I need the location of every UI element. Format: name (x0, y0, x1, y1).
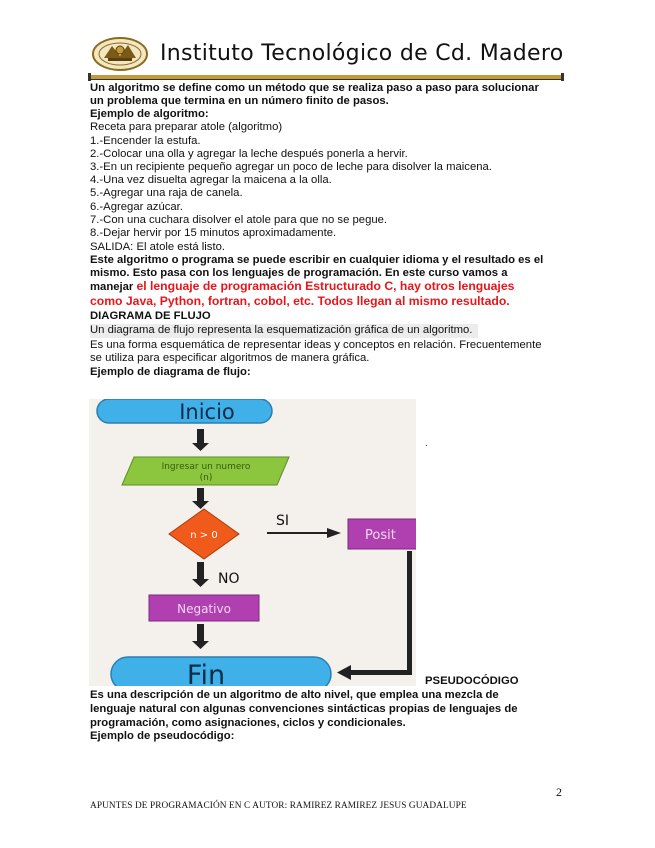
yes-label: SI (276, 513, 290, 529)
step-7: 7.-Con una cuchara disolver el atole para que no se pegue. (90, 214, 388, 226)
step-4: 4.-Una vez disuelta agregar la maicena a la olla. (90, 174, 332, 186)
flow-heading: DIAGRAMA DE FLUJO (90, 310, 211, 322)
recipe-subtitle: Receta para preparar atole (algoritmo) (90, 121, 283, 133)
return-line-horizontal (351, 670, 412, 675)
institute-logo (92, 36, 148, 72)
intro-line-1: Un algoritmo se define como un método que se realiza paso a paso para solucionar (90, 82, 539, 94)
step-1: 1.-Encender la estufa. (90, 134, 201, 147)
institution-title: Instituto Tecnológico de Cd. Madero (160, 41, 564, 66)
page-header (90, 36, 568, 78)
arrow-no-shaft (197, 562, 204, 579)
flow-line-1: Un diagrama de flujo representa la esquematización gráfica de un algoritmo. (90, 324, 478, 338)
return-arrow-head (337, 665, 351, 680)
recipe-output: SALIDA: El atole está listo. (90, 240, 226, 253)
positive-label: Posit (365, 528, 396, 543)
pseudocode-example-heading: Ejemplo de pseudocódigo: (90, 730, 235, 742)
header-rule-thin (90, 79, 562, 80)
arrow-fin-head (192, 641, 209, 649)
arrow-1-shaft (197, 429, 204, 443)
example-algorithm-heading: Ejemplo de algoritmo: (90, 108, 209, 120)
flow-line-2: Es una forma esquemática de representar ideas y conceptos en relación. Frecuentemente (90, 339, 542, 351)
arrow-fin-shaft (197, 624, 204, 641)
languages-line-4: como Java, Python, fortran, cobol, etc. Todos llegan al mismo resultado. (90, 294, 510, 308)
step-6: 6.-Agregar azúcar. (90, 200, 183, 213)
yes-arrow-head (327, 528, 341, 538)
page-footer: APUNTES DE PROGRAMACIÓN EN C AUTOR: RAMIREZ RAMIREZ JESUS GUADALUPE (90, 801, 467, 811)
input-var-label: (n) (199, 473, 213, 483)
pseudocode-line-3: programación, como asignaciones, ciclos y condicionales. (90, 717, 406, 729)
flow-example-heading: Ejemplo de diagrama de flujo: (90, 366, 251, 378)
languages-line-1: Este algoritmo o programa se puede escribir en cualquier idioma y el resultado es el (90, 254, 544, 266)
arrow-no-head (192, 579, 209, 587)
arrow-2-shaft (197, 488, 204, 501)
pseudocode-line-1: Es una descripción de un algoritmo de alto nivel, que emplea una mezcla de (90, 689, 499, 701)
arrow-1-head (192, 443, 209, 451)
header-rule-cap-left (88, 73, 91, 81)
step-5: 5.-Agregar una raja de canela. (90, 187, 243, 199)
page-number: 2 (556, 785, 562, 799)
languages-line-2: mismo. Esto pasa con los lenguajes de programación. En este curso vamos a (90, 267, 508, 279)
start-label: Inicio (179, 400, 235, 424)
decision-label: n > 0 (190, 530, 218, 541)
step-8: 8.-Dejar hervir por 15 minutos aproximadamente. (90, 227, 337, 239)
negative-label: Negativo (177, 602, 231, 616)
languages-line-3 (90, 280, 514, 295)
pseudocode-heading: PSEUDOCÓDIGO (425, 675, 519, 687)
languages-line-3-red: el lenguaje de programación Estructurado C, hay otros lenguajes (136, 279, 515, 293)
return-line-vertical (407, 551, 412, 675)
flow-line-3: se utiliza para especificar algoritmos de manera gráfica. (90, 352, 370, 364)
pseudocode-line-2: lenguaje natural con algunas convenciones sintácticas propias de lenguajes de (90, 703, 518, 715)
no-label: NO (218, 571, 240, 587)
flowchart-figure (89, 399, 416, 686)
languages-line-3-black: manejar (90, 281, 137, 293)
end-label: Fin (186, 660, 226, 686)
input-label: Ingresar un numero (161, 462, 251, 472)
step-2: 2.-Colocar una olla y agregar la leche después ponerla a hervir. (90, 147, 408, 160)
step-3: 3.-En un recipiente pequeño agregar un poco de leche para disolver la maicena. (90, 160, 492, 173)
header-rule-cap-right (561, 73, 564, 81)
arrow-2-head (192, 501, 209, 509)
stray-mark: . (425, 438, 428, 449)
intro-line-2: un problema que termina en un número finito de pasos. (90, 95, 389, 107)
